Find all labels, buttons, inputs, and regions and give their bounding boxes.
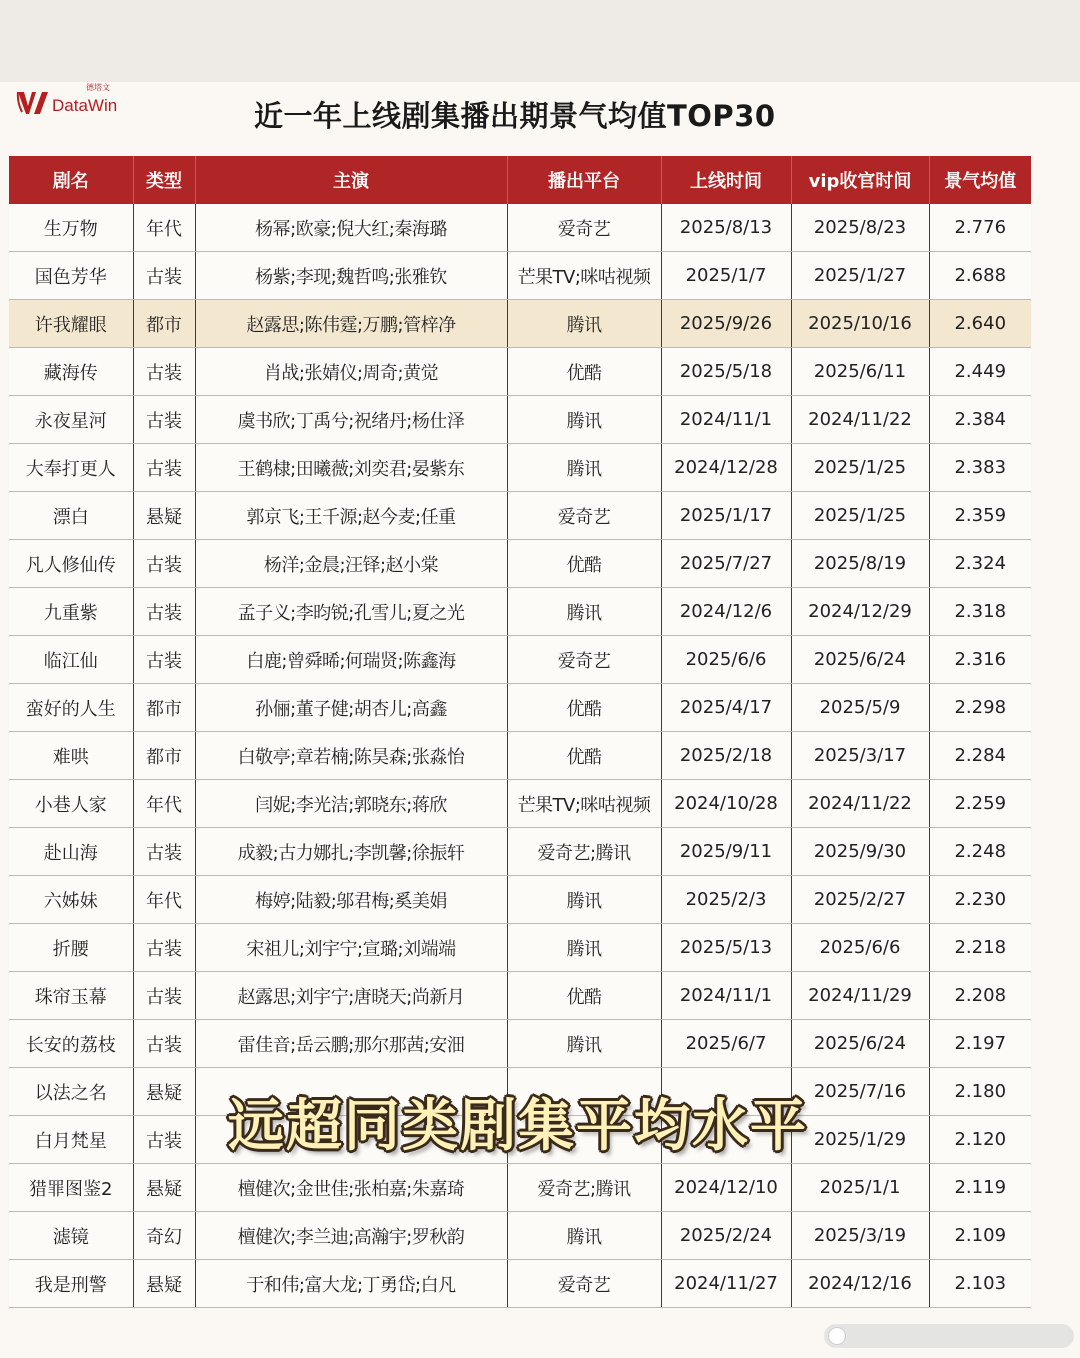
cell-col-vip-end: 2025/1/1 — [791, 1164, 929, 1212]
cell-col-genre: 年代 — [133, 780, 195, 828]
cell-col-genre: 古装 — [133, 828, 195, 876]
cell-col-genre: 奇幻 — [133, 1212, 195, 1260]
table-header-row — [9, 156, 1031, 204]
cell-col-title: 九重紫 — [9, 588, 133, 636]
cell-col-vip-end: 2025/3/17 — [791, 732, 929, 780]
table-row — [9, 348, 1031, 396]
cell-col-platform: 爱奇艺 — [507, 204, 661, 252]
cell-col-title: 国色芳华 — [9, 252, 133, 300]
cell-col-release: 2025/9/11 — [661, 828, 791, 876]
cell-col-score: 2.230 — [929, 876, 1031, 924]
cell-col-cast: 虞书欣;丁禹兮;祝绪丹;杨仕泽 — [195, 396, 507, 444]
cell-col-genre: 古装 — [133, 540, 195, 588]
cell-col-platform: 爱奇艺;腾讯 — [507, 1164, 661, 1212]
table-row — [9, 828, 1031, 876]
cell-col-release: 2025/6/6 — [661, 636, 791, 684]
cell-col-cast: 赵露思;陈伟霆;万鹏;管梓净 — [195, 300, 507, 348]
cell-col-title: 我是刑警 — [9, 1260, 133, 1308]
cell-col-score: 2.318 — [929, 588, 1031, 636]
cell-col-vip-end: 2024/11/22 — [791, 780, 929, 828]
cell-col-vip-end: 2024/11/22 — [791, 396, 929, 444]
datawin-logo — [16, 84, 117, 118]
cell-col-score: 2.298 — [929, 684, 1031, 732]
table-row — [9, 876, 1031, 924]
cell-col-cast: 白鹿;曾舜晞;何瑞贤;陈鑫海 — [195, 636, 507, 684]
cell-col-genre: 悬疑 — [133, 1260, 195, 1308]
cell-col-release: 2025/4/17 — [661, 684, 791, 732]
cell-col-release: 2025/6/7 — [661, 1020, 791, 1068]
cell-col-platform: 腾讯 — [507, 1212, 661, 1260]
cell-col-title: 难哄 — [9, 732, 133, 780]
page-indicator-dot — [828, 1327, 846, 1345]
cell-col-vip-end: 2025/1/27 — [791, 252, 929, 300]
cell-col-genre: 古装 — [133, 636, 195, 684]
cell-col-title: 珠帘玉幕 — [9, 972, 133, 1020]
cell-col-genre: 悬疑 — [133, 1164, 195, 1212]
table-row — [9, 1164, 1031, 1212]
cell-col-cast: 杨洋;金晨;汪铎;赵小棠 — [195, 540, 507, 588]
cell-col-genre: 古装 — [133, 588, 195, 636]
cell-col-release: 2024/12/10 — [661, 1164, 791, 1212]
cell-col-platform: 芒果TV;咪咕视频 — [507, 252, 661, 300]
header-col-vip-end: vip收官时间 — [791, 156, 929, 204]
cell-col-score: 2.259 — [929, 780, 1031, 828]
cell-col-genre: 悬疑 — [133, 492, 195, 540]
cell-col-release: 2024/11/1 — [661, 972, 791, 1020]
table-row — [9, 540, 1031, 588]
logo-text: DataWin — [52, 96, 118, 115]
cell-col-title: 滤镜 — [9, 1212, 133, 1260]
cell-col-platform: 爱奇艺 — [507, 1260, 661, 1308]
cell-col-vip-end: 2025/10/16 — [791, 300, 929, 348]
cell-col-platform: 爱奇艺 — [507, 636, 661, 684]
cell-col-score: 2.208 — [929, 972, 1031, 1020]
cell-col-score: 2.248 — [929, 828, 1031, 876]
cell-col-title: 藏海传 — [9, 348, 133, 396]
cell-col-vip-end: 2025/1/25 — [791, 492, 929, 540]
cell-col-vip-end: 2025/2/27 — [791, 876, 929, 924]
cell-col-platform: 腾讯 — [507, 924, 661, 972]
cell-col-vip-end: 2025/9/30 — [791, 828, 929, 876]
table-row — [9, 780, 1031, 828]
cell-col-cast: 梅婷;陆毅;邬君梅;奚美娟 — [195, 876, 507, 924]
cell-col-platform: 爱奇艺;腾讯 — [507, 828, 661, 876]
cell-col-release: 2025/5/18 — [661, 348, 791, 396]
cell-col-genre: 古装 — [133, 396, 195, 444]
cell-col-genre: 古装 — [133, 1020, 195, 1068]
logo-subtitle: 德塔文 — [86, 83, 110, 92]
cell-col-cast: 檀健次;李兰迪;高瀚宇;罗秋韵 — [195, 1212, 507, 1260]
cell-col-release: 2025/9/26 — [661, 300, 791, 348]
table-row — [9, 252, 1031, 300]
cell-col-platform: 优酷 — [507, 732, 661, 780]
cell-col-platform: 优酷 — [507, 348, 661, 396]
cell-col-cast: 闫妮;李光洁;郭晓东;蒋欣 — [195, 780, 507, 828]
cell-col-score: 2.640 — [929, 300, 1031, 348]
cell-col-score: 2.324 — [929, 540, 1031, 588]
cell-col-vip-end: 2025/8/23 — [791, 204, 929, 252]
cell-col-platform: 腾讯 — [507, 396, 661, 444]
cell-col-score: 2.316 — [929, 636, 1031, 684]
table-row — [9, 444, 1031, 492]
cell-col-genre: 年代 — [133, 204, 195, 252]
table-row — [9, 636, 1031, 684]
cell-col-platform: 腾讯 — [507, 1020, 661, 1068]
table-row — [9, 684, 1031, 732]
cell-col-score: 2.359 — [929, 492, 1031, 540]
cell-col-release: 2025/2/18 — [661, 732, 791, 780]
cell-col-score: 2.180 — [929, 1068, 1031, 1116]
cell-col-cast: 郭京飞;王千源;赵今麦;任重 — [195, 492, 507, 540]
cell-col-vip-end: 2025/6/6 — [791, 924, 929, 972]
datawin-logo-icon — [16, 88, 50, 118]
cell-col-genre: 都市 — [133, 300, 195, 348]
cell-col-title: 漂白 — [9, 492, 133, 540]
cell-col-vip-end: 2024/12/29 — [791, 588, 929, 636]
cell-col-score: 2.103 — [929, 1260, 1031, 1308]
cell-col-release: 2025/7/27 — [661, 540, 791, 588]
cell-col-title: 许我耀眼 — [9, 300, 133, 348]
cell-col-vip-end: 2024/12/16 — [791, 1260, 929, 1308]
cell-col-release: 2025/2/24 — [661, 1212, 791, 1260]
cell-col-genre: 年代 — [133, 876, 195, 924]
table-row — [9, 1212, 1031, 1260]
header-col-score: 景气均值 — [929, 156, 1031, 204]
cell-col-genre: 都市 — [133, 732, 195, 780]
cell-col-release: 2025/1/7 — [661, 252, 791, 300]
header-col-release: 上线时间 — [661, 156, 791, 204]
cell-col-cast: 雷佳音;岳云鹏;那尔那茜;安沺 — [195, 1020, 507, 1068]
cell-col-cast: 赵露思;刘宇宁;唐晓天;尚新月 — [195, 972, 507, 1020]
table-row — [9, 1260, 1031, 1308]
cell-col-score: 2.197 — [929, 1020, 1031, 1068]
cell-col-release: 2024/11/27 — [661, 1260, 791, 1308]
cell-col-vip-end: 2025/8/19 — [791, 540, 929, 588]
cell-col-cast: 成毅;古力娜扎;李凯馨;徐振轩 — [195, 828, 507, 876]
cell-col-title: 赴山海 — [9, 828, 133, 876]
cell-col-genre: 古装 — [133, 924, 195, 972]
cell-col-score: 2.776 — [929, 204, 1031, 252]
cell-col-release: 2025/5/13 — [661, 924, 791, 972]
cell-col-title: 大奉打更人 — [9, 444, 133, 492]
cell-col-score: 2.384 — [929, 396, 1031, 444]
table-row — [9, 204, 1031, 252]
cell-col-title: 临江仙 — [9, 636, 133, 684]
cell-col-release: 2024/10/28 — [661, 780, 791, 828]
cell-col-genre: 古装 — [133, 972, 195, 1020]
cell-col-score: 2.284 — [929, 732, 1031, 780]
cell-col-cast: 孙俪;董子健;胡杏儿;高鑫 — [195, 684, 507, 732]
cell-col-score: 2.120 — [929, 1116, 1031, 1164]
cell-col-vip-end: 2025/3/19 — [791, 1212, 929, 1260]
cell-col-score: 2.119 — [929, 1164, 1031, 1212]
cell-col-vip-end: 2025/6/24 — [791, 636, 929, 684]
cell-col-release: 2024/12/28 — [661, 444, 791, 492]
cell-col-genre: 古装 — [133, 252, 195, 300]
cell-col-score: 2.688 — [929, 252, 1031, 300]
cell-col-cast: 杨紫;李现;魏哲鸣;张雅钦 — [195, 252, 507, 300]
page-title: 近一年上线剧集播出期景气均值TOP30 — [254, 99, 776, 133]
table-row — [9, 1020, 1031, 1068]
cell-col-genre: 古装 — [133, 444, 195, 492]
cell-col-genre: 古装 — [133, 1116, 195, 1164]
header-col-platform: 播出平台 — [507, 156, 661, 204]
cell-col-title: 生万物 — [9, 204, 133, 252]
cell-col-platform: 腾讯 — [507, 876, 661, 924]
cell-col-vip-end: 2025/6/24 — [791, 1020, 929, 1068]
cell-col-vip-end: 2025/1/25 — [791, 444, 929, 492]
cell-col-cast: 白敬亭;章若楠;陈昊森;张淼怡 — [195, 732, 507, 780]
table-row — [9, 972, 1031, 1020]
cell-col-title: 长安的荔枝 — [9, 1020, 133, 1068]
cell-col-platform: 优酷 — [507, 540, 661, 588]
cell-col-platform: 优酷 — [507, 684, 661, 732]
cell-col-platform: 爱奇艺 — [507, 492, 661, 540]
video-caption-overlay: 远超同类剧集平均水平 — [228, 1094, 808, 1159]
cell-col-genre: 悬疑 — [133, 1068, 195, 1116]
table-row — [9, 588, 1031, 636]
cell-col-cast: 檀健次;金世佳;张柏嘉;朱嘉琦 — [195, 1164, 507, 1212]
cell-col-title: 猎罪图鉴2 — [9, 1164, 133, 1212]
cell-col-release: 2024/12/6 — [661, 588, 791, 636]
cell-col-vip-end: 2025/5/9 — [791, 684, 929, 732]
cell-col-release: 2025/1/17 — [661, 492, 791, 540]
cell-col-title: 蛮好的人生 — [9, 684, 133, 732]
table-row — [9, 300, 1031, 348]
cell-col-platform: 优酷 — [507, 972, 661, 1020]
table-row — [9, 492, 1031, 540]
cell-col-cast: 宋祖儿;刘宇宁;宣璐;刘端端 — [195, 924, 507, 972]
top-band — [0, 0, 1080, 82]
cell-col-genre: 古装 — [133, 348, 195, 396]
cell-col-release: 2024/11/1 — [661, 396, 791, 444]
table-row — [9, 732, 1031, 780]
cell-col-score: 2.109 — [929, 1212, 1031, 1260]
cell-col-title: 小巷人家 — [9, 780, 133, 828]
cell-col-title: 白月梵星 — [9, 1116, 133, 1164]
page-indicator — [824, 1324, 1074, 1348]
header-col-cast: 主演 — [195, 156, 507, 204]
cell-col-cast: 杨幂;欧豪;倪大红;秦海璐 — [195, 204, 507, 252]
cell-col-cast: 王鹤棣;田曦薇;刘奕君;晏紫东 — [195, 444, 507, 492]
cell-col-cast: 孟子义;李昀锐;孔雪儿;夏之光 — [195, 588, 507, 636]
cell-col-title: 折腰 — [9, 924, 133, 972]
table-row — [9, 396, 1031, 444]
cell-col-score: 2.218 — [929, 924, 1031, 972]
cell-col-platform: 腾讯 — [507, 588, 661, 636]
header-col-title: 剧名 — [9, 156, 133, 204]
cell-col-platform: 腾讯 — [507, 444, 661, 492]
cell-col-vip-end: 2025/6/11 — [791, 348, 929, 396]
header-col-genre: 类型 — [133, 156, 195, 204]
cell-col-vip-end: 2025/7/16 — [791, 1068, 929, 1116]
cell-col-cast: 肖战;张婧仪;周奇;黄觉 — [195, 348, 507, 396]
cell-col-genre: 都市 — [133, 684, 195, 732]
cell-col-score: 2.449 — [929, 348, 1031, 396]
table-row — [9, 924, 1031, 972]
cell-col-title: 凡人修仙传 — [9, 540, 133, 588]
cell-col-title: 永夜星河 — [9, 396, 133, 444]
cell-col-vip-end: 2024/11/29 — [791, 972, 929, 1020]
cell-col-vip-end: 2025/1/29 — [791, 1116, 929, 1164]
cell-col-platform: 芒果TV;咪咕视频 — [507, 780, 661, 828]
cell-col-title: 六姊妹 — [9, 876, 133, 924]
cell-col-cast: 于和伟;富大龙;丁勇岱;白凡 — [195, 1260, 507, 1308]
cell-col-release: 2025/2/3 — [661, 876, 791, 924]
cell-col-title: 以法之名 — [9, 1068, 133, 1116]
cell-col-platform: 腾讯 — [507, 300, 661, 348]
cell-col-score: 2.383 — [929, 444, 1031, 492]
cell-col-release: 2025/8/13 — [661, 204, 791, 252]
